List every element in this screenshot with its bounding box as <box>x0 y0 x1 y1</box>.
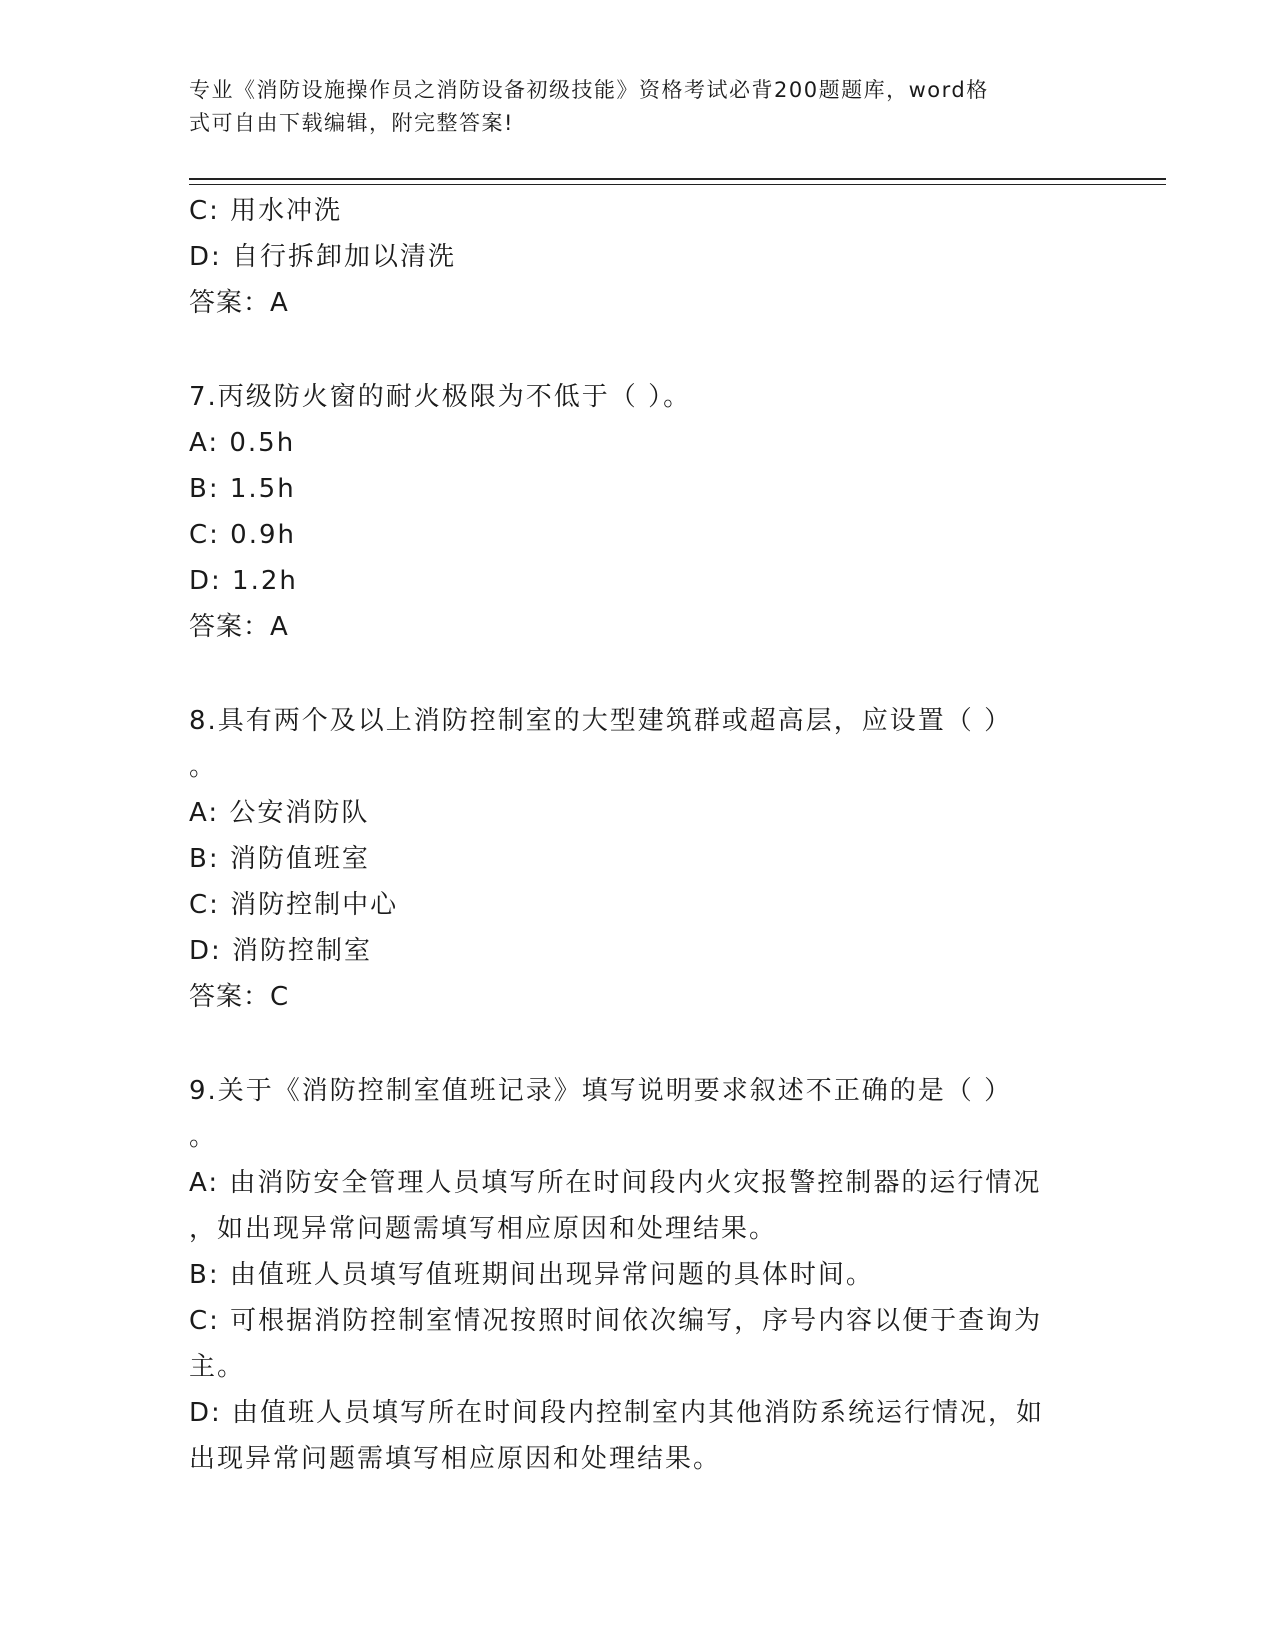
option-a: A: 0.5h <box>189 428 296 458</box>
header-line-1: 专业《消防设施操作员之消防设备初级技能》资格考试必背200题题库，word格 <box>189 78 989 102</box>
option-c: C: 可根据消防控制室情况按照时间依次编写，序号内容以便于查询为 <box>189 1306 1043 1336</box>
question-7 <box>189 374 1089 650</box>
answer: 答案：C <box>189 982 290 1012</box>
question-6-tail <box>189 188 1089 326</box>
option-d-continued: 出现异常问题需填写相应原因和处理结果。 <box>189 1444 722 1474</box>
header-divider-thin <box>189 184 1166 185</box>
question-stem: 9.关于《消防控制室值班记录》填写说明要求叙述不正确的是（ ） <box>189 1076 1013 1106</box>
option-b: B: 1.5h <box>189 474 296 504</box>
option-b: B: 由值班人员填写值班期间出现异常问题的具体时间。 <box>189 1260 874 1290</box>
option-b: B: 消防值班室 <box>189 844 370 874</box>
option-d: D: 自行拆卸加以清洗 <box>189 242 457 272</box>
option-d: D: 消防控制室 <box>189 936 373 966</box>
option-d: D: 1.2h <box>189 566 298 596</box>
question-stem-continued: 。 <box>189 1122 218 1152</box>
answer: 答案：A <box>189 288 289 318</box>
question-9 <box>189 1068 1089 1482</box>
option-c: C: 0.9h <box>189 520 297 550</box>
answer: 答案：A <box>189 612 289 642</box>
page-header <box>189 74 1069 140</box>
option-c: C: 用水冲洗 <box>189 196 343 226</box>
option-a: A: 公安消防队 <box>189 798 370 828</box>
question-stem: 7.丙级防火窗的耐火极限为不低于（ ）。 <box>189 382 692 412</box>
question-8 <box>189 698 1089 1020</box>
option-d: D: 由值班人员填写所在时间段内控制室内其他消防系统运行情况，如 <box>189 1398 1045 1428</box>
header-line-2: 式可自由下载编辑，附完整答案! <box>189 111 514 135</box>
option-a-continued: ，如出现异常问题需填写相应原因和处理结果。 <box>189 1214 778 1244</box>
option-c: C: 消防控制中心 <box>189 890 399 920</box>
question-stem: 8.具有两个及以上消防控制室的大型建筑群或超高层，应设置（ ） <box>189 706 1013 736</box>
question-stem-continued: 。 <box>189 752 218 782</box>
question-content <box>189 188 1089 1482</box>
option-a: A: 由消防安全管理人员填写所在时间段内火灾报警控制器的运行情况 <box>189 1168 1042 1198</box>
header-divider-thick <box>189 178 1166 180</box>
option-c-continued: 主。 <box>189 1352 246 1382</box>
